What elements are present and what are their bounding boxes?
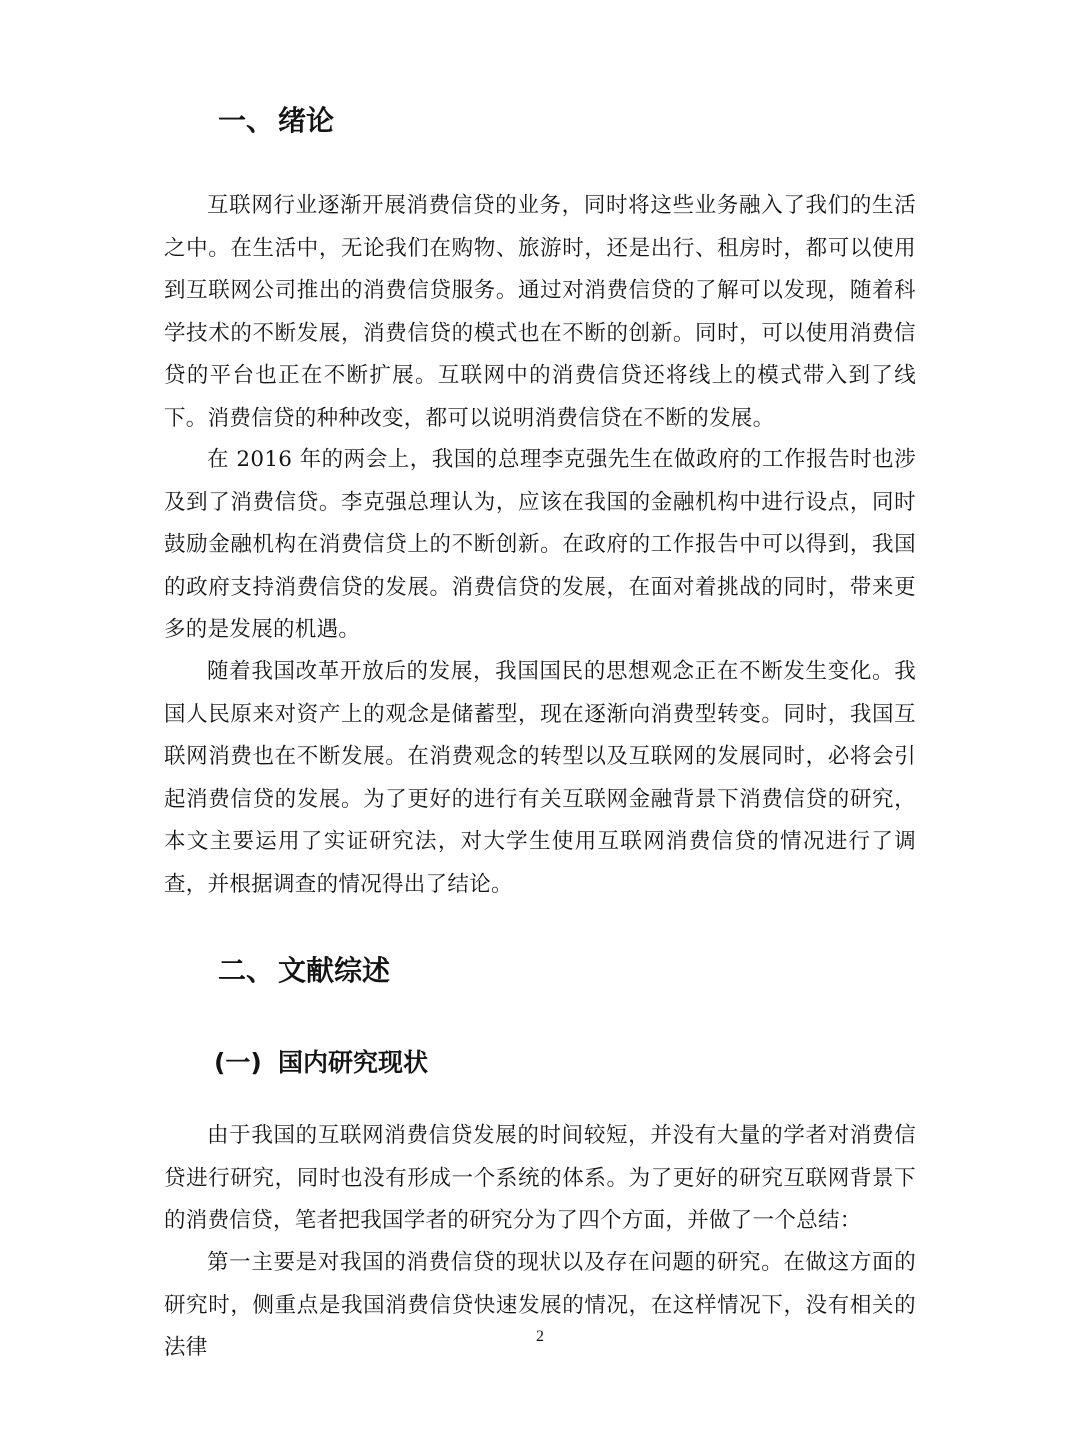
paragraph-5: 第一主要是对我国的消费信贷的现状以及存在问题的研究。在做这方面的研究时，侧重点是我国消费信贷快速发展的情况，在这样情况下，没有相关的法律 xyxy=(164,1250,916,1360)
subsection-title: 国内研究现状 xyxy=(278,1048,429,1077)
paragraph-3: 随着我国改革开放后的发展，我国国民的思想观念正在不断发生变化。我国人民原来对资产上的观念是储蓄型，现在逐渐向消费型转变。同时，我国互联网消费也在不断发展。在消费观念的转型以及互联网的发展同时，必将会引起消费信贷的发展。为了更好的进行有关互联网金融背景下消费信贷的研究，本文主要运用了实证研究法，对大学生使用互联网消费信贷的情况进行了调查，并根据调查的情况得出了结论。 xyxy=(164,659,916,897)
section-title: 绪论 xyxy=(278,104,335,137)
paragraph-2: 在 2016 年的两会上，我国的总理李克强先生在做政府的工作报告时也涉及到了消费信贷。李克强总理认为，应该在我国的金融机构中进行设点，同时鼓励金融机构在消费信贷上的不断创新。在政府的工作报告中可以得到，我国的政府支持消费信贷的发展。消费信贷的发展，在面对着挑战的同时，带来更多的是发展的机遇。 xyxy=(164,447,916,642)
section-title: 文献综述 xyxy=(278,954,391,987)
section-heading-literature-review xyxy=(218,951,390,991)
section-number: 一、 xyxy=(218,104,275,137)
page-number: 2 xyxy=(536,1328,544,1345)
section-number: 二、 xyxy=(218,954,275,987)
paragraph-4: 由于我国的互联网消费信贷发展的时间较短，并没有大量的学者对消费信贷进行研究，同时也没有形成一个系统的体系。为了更好的研究互联网背景下的消费信贷，笔者把我国学者的研究分为了四个方面，并做了一个总结： xyxy=(164,1123,916,1233)
section-heading-introduction xyxy=(218,101,334,141)
subsection-number: (一) xyxy=(214,1048,262,1077)
paragraph-1: 互联网行业逐渐开展消费信贷的业务，同时将这些业务融入了我们的生活之中。在生活中，无论我们在购物、旅游时，还是出行、租房时，都可以使用到互联网公司推出的消费信贷服务。通过对消费信贷的了解可以发现，随着科学技术的不断发展，消费信贷的模式也在不断的创新。同时，可以使用消费信贷的平台也正在不断扩展。互联网中的消费信贷还将线上的模式带入到了线下。消费信贷的种种改变，都可以说明消费信贷在不断的发展。 xyxy=(164,193,916,431)
subsection-heading-domestic-research xyxy=(214,1045,428,1081)
